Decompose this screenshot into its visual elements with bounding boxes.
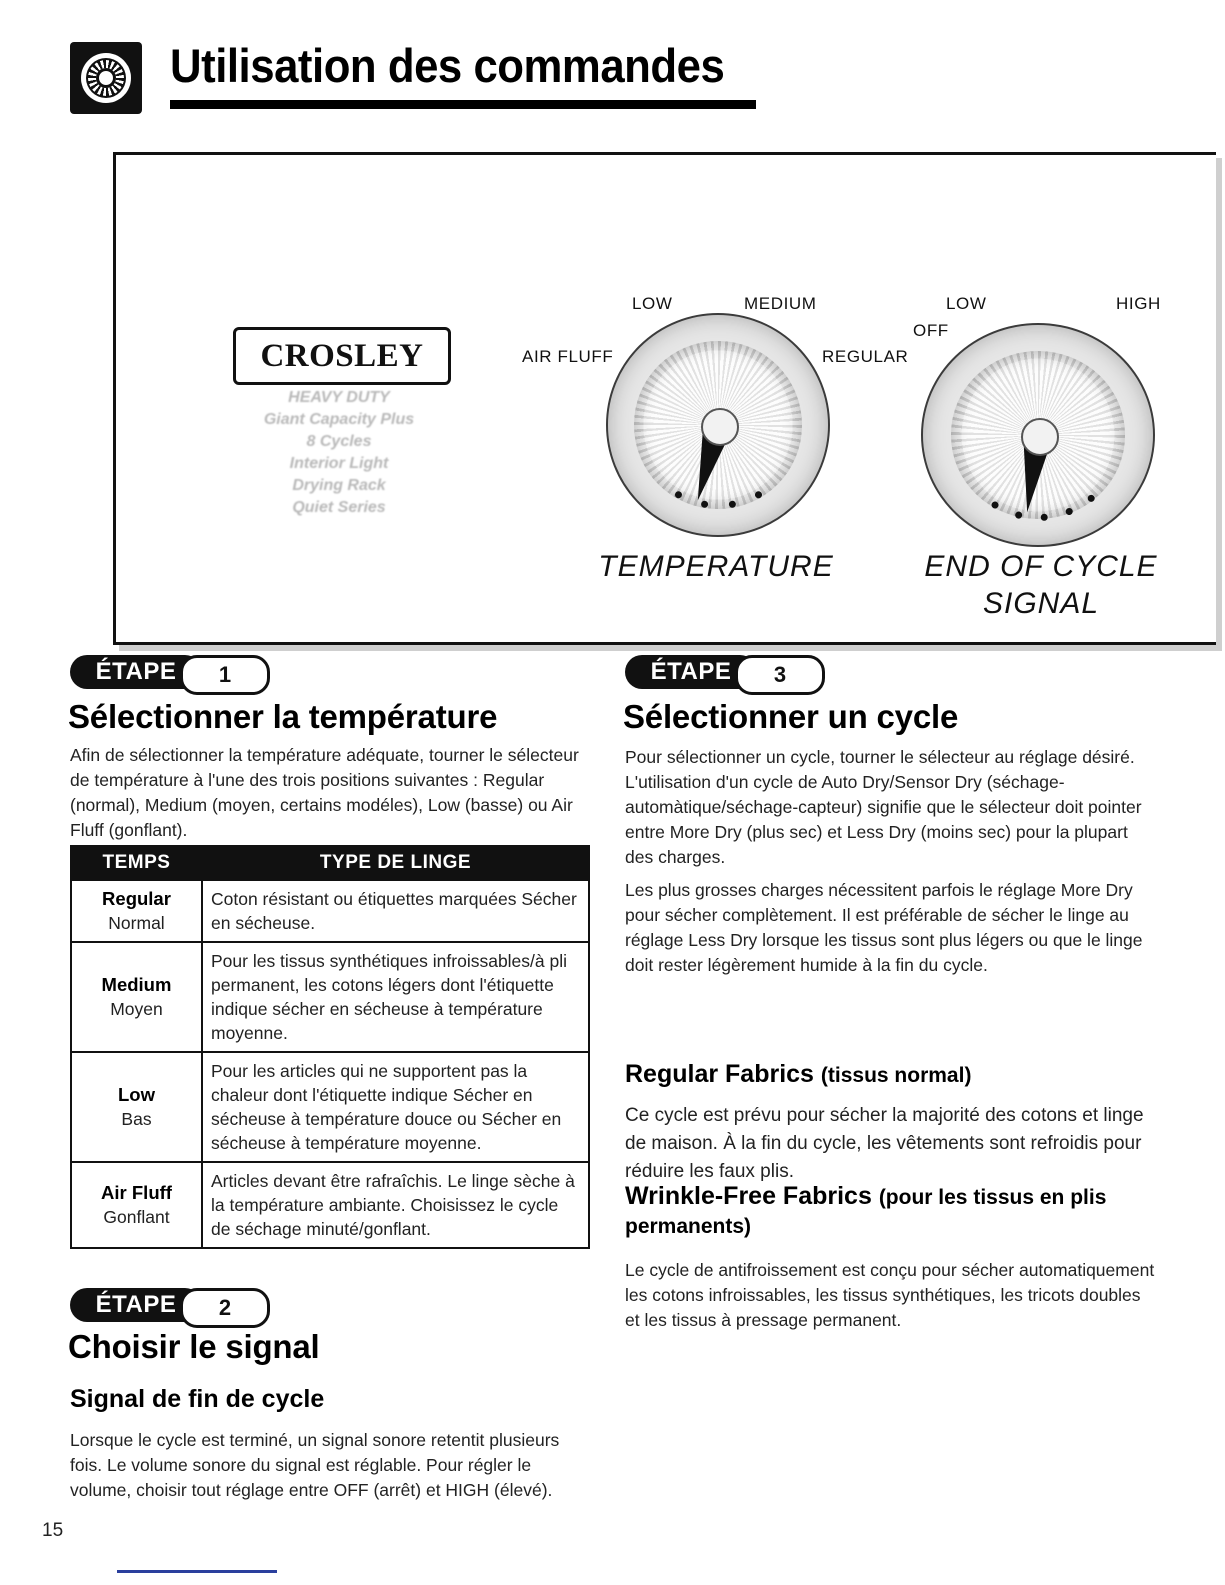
dial-tick <box>728 500 736 508</box>
brand-feature: Giant Capacity Plus <box>263 411 415 428</box>
step-label: ÉTAPE <box>625 655 757 689</box>
brand-feature: Drying Rack <box>292 477 386 494</box>
brand-feature: HEAVY DUTY <box>288 389 390 406</box>
table-cell-desc: Pour les tissus synthétiques infroissables/à pli permanent, les cotons légers dont l'étiquette indique sécher en sécheuse à température moyenne. <box>202 942 589 1052</box>
step-number: 1 <box>180 655 270 695</box>
footer-rule <box>117 1570 277 1573</box>
gear-icon <box>70 42 142 114</box>
temp-name-fr: Bas <box>121 1109 152 1129</box>
temp-name-fr: Moyen <box>110 999 163 1019</box>
table-row <box>71 1052 589 1162</box>
step-3-para-1: Pour sélectionner un cycle, tourner le sélecteur au réglage désiré. L'utilisation d'un cycle de Auto Dry/Sensor Dry (séchage-automàtique/séchage-capteur) signifie que le sélecteur doit pointer entre More Dry (plus sec) et Less Dry (moins sec) pour la plupart des charges. <box>625 747 1142 867</box>
temperature-table <box>70 845 590 1249</box>
dial-tick <box>1040 513 1047 520</box>
temp-name-en: Low <box>118 1084 155 1105</box>
table-row <box>71 1162 589 1248</box>
table-cell-temp <box>71 942 202 1052</box>
table-cell-temp <box>71 1162 202 1248</box>
table-header-row <box>71 846 589 880</box>
table-header-temps: TEMPS <box>71 846 202 880</box>
table-row <box>71 880 589 942</box>
temp-name-fr: Normal <box>108 913 165 933</box>
signal-label-high: HIGH <box>1116 294 1161 313</box>
temperature-label-low: LOW <box>632 294 673 313</box>
step-1-intro: Afin de sélectionner la température adéquate, tourner le sélecteur de température à l'une des trois positions suivantes : Regular (normal), Medium (moyen, certains modéles), Low (basse) ou Air Fluff (gonflant). <box>70 745 579 840</box>
signal-label-low: LOW <box>946 294 987 313</box>
table-header-type: TYPE DE LINGE <box>202 846 589 880</box>
temperature-dial-caption: TEMPERATURE <box>598 550 834 583</box>
signal-label-off: OFF <box>913 321 949 340</box>
brand-feature: Quiet Series <box>292 499 386 516</box>
table-cell-desc: Articles devant être rafraîchis. Le linge sèche à la température ambiante. Choisissez le cycle de séchage minuté/gonflant. <box>202 1162 589 1248</box>
table-cell-temp <box>71 880 202 942</box>
step-3-para-2: Les plus grosses charges nécessitent parfois le réglage More Dry pour sécher complètement. Il est préférable de sécher le linge au réglage Less Dry lorsque les tissus sont plus légers ou que le linge doit rester légèrement humide à la fin du cycle. <box>625 880 1143 975</box>
temp-name-en: Air Fluff <box>101 1182 172 1203</box>
temp-name-en: Medium <box>101 974 172 995</box>
dial-tick <box>1014 510 1022 518</box>
table-cell-temp <box>71 1052 202 1162</box>
temperature-label-medium: MEDIUM <box>744 294 817 313</box>
dial-tick <box>700 500 708 508</box>
regular-fabrics-heading <box>625 1060 971 1089</box>
brand-feature-list <box>233 387 445 519</box>
brand-feature: 8 Cycles <box>306 433 372 450</box>
step-2-heading: Choisir le signal <box>68 1328 320 1365</box>
brand-name: CROSLEY <box>260 337 424 374</box>
step-3-heading: Sélectionner un cycle <box>623 698 959 735</box>
page-header <box>70 38 1160 138</box>
control-panel-illustration <box>113 152 1216 645</box>
page-number: 15 <box>42 1520 64 1541</box>
regular-fabrics-strong: Regular Fabrics <box>625 1060 814 1088</box>
step-1-heading: Sélectionner la température <box>68 698 498 735</box>
temperature-dial-hub <box>701 408 739 446</box>
temperature-label-air-fluff: AIR FLUFF <box>522 347 614 366</box>
signal-dial-caption-line2: SIGNAL <box>982 587 1100 620</box>
brand-logo <box>233 327 451 385</box>
temperature-dial[interactable] <box>606 313 830 537</box>
temp-name-fr: Gonflant <box>103 1207 170 1227</box>
step-label: ÉTAPE <box>70 1288 202 1322</box>
temp-name-en: Regular <box>102 888 171 909</box>
temperature-label-regular: REGULAR <box>822 347 909 366</box>
step-3-para-4: Le cycle de antifroissement est conçu pour sécher automatiquement les cotons infroissables, les tissus synthétiques, les tricots doubles et les tissus à pressage permanent. <box>625 1260 1155 1330</box>
signal-dial-caption-line1: END OF CYCLE <box>924 550 1158 583</box>
step-2-body: Lorsque le cycle est terminé, un signal sonore retentit plusieurs fois. Le volume sonore du signal est réglable. Pour régler le volume, choisir tout réglage entre OFF (arrêt) et HIGH (élevé). <box>70 1430 560 1500</box>
page-title: Utilisation des commandes <box>170 39 725 92</box>
signal-dial-hub <box>1021 418 1059 456</box>
step-number: 3 <box>735 655 825 695</box>
wrinkle-free-heading <box>625 1182 1165 1240</box>
step-label: ÉTAPE <box>70 655 202 689</box>
step-number: 2 <box>180 1288 270 1328</box>
step-3-para-3: Ce cycle est prévu pour sécher la majorité des cotons et linge de maison. À la fin du cycle, les vêtements sont refroidis pour réduire les faux plis. <box>625 1105 1144 1182</box>
wrinkle-free-strong: Wrinkle-Free Fabrics <box>625 1182 872 1210</box>
title-underline <box>170 100 756 109</box>
wrinkle-free-light: (pour les tissus en plis permanents) <box>625 1186 1107 1238</box>
table-cell-desc: Coton résistant ou étiquettes marquées Sécher en sécheuse. <box>202 880 589 942</box>
table-cell-desc: Pour les articles qui ne supportent pas la chaleur dont l'étiquette indique Sécher en sécheuse à température douce ou Sécher en sécheuse à température moyenne. <box>202 1052 589 1162</box>
end-of-cycle-signal-dial[interactable] <box>921 323 1155 547</box>
step-2-subheading: Signal de fin de cycle <box>70 1385 325 1413</box>
brand-feature: Interior Light <box>289 455 389 472</box>
table-row <box>71 942 589 1052</box>
regular-fabrics-light: (tissus normal) <box>820 1064 972 1087</box>
